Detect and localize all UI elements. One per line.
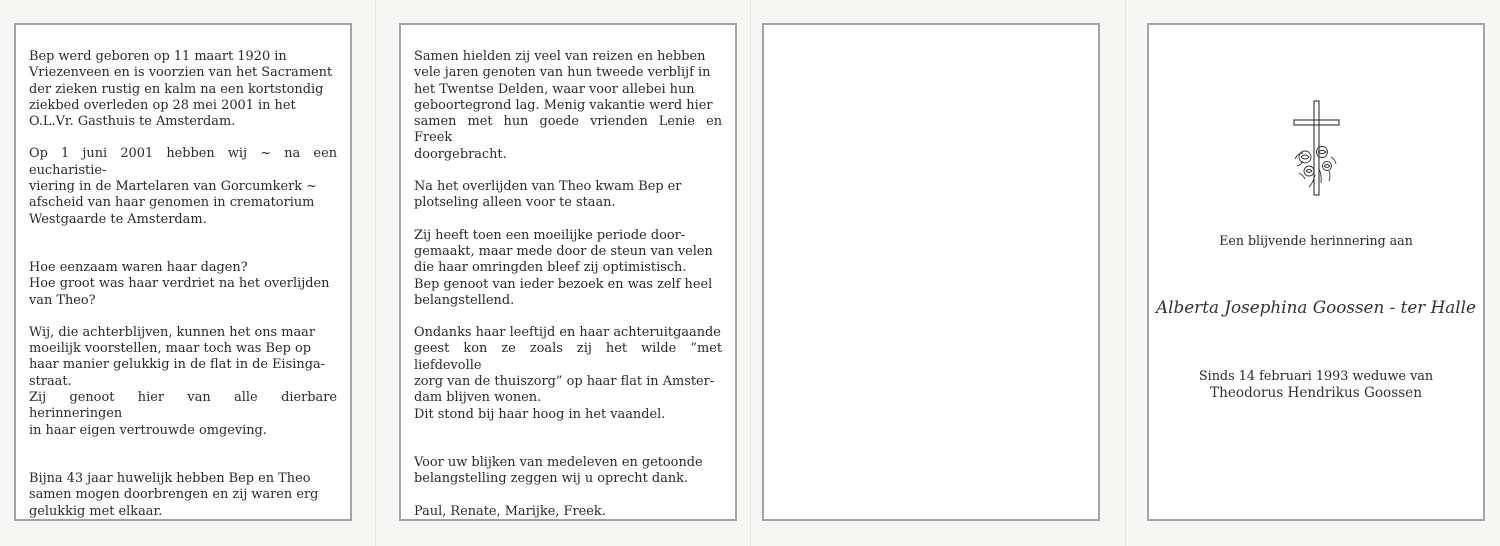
fold-line-3 [1125,0,1126,546]
travel-paragraph: Samen hielden zij veel van reizen en hebben vele jaren genoten van hun tweede verblijf in het Twentse Delden, waar voor allebei hun geboortegrond lag. Menig vakantie werd hier samen met hun goede vrienden Lenie en Freek doorgebracht. [414,49,722,162]
alone-paragraph: Na het overlijden van Theo kwam Bep er plotseling alleen voor te staan. [414,179,682,211]
funeral-paragraph: Op 1 juni 2001 hebben wij ~ na een eucharistie- viering in de Martelaren van Gorcumkerk ~ afscheid van haar genomen in crematorium Westgaarde te Amsterdam. [29,146,337,227]
difficult-period-paragraph: Zij heeft toen een moeilijke periode door- gemaakt, maar mede door de steun van velen die haar omringden bleef zij optimistisch. Bep genoot van ieder bezoek en was zelf heel belangstellend. [414,227,713,308]
home-care-paragraph: Ondanks haar leeftijd en haar achteruitgaande geest kon ze zoals zij het wilde ”met liefdevolle zorg van de thuiszorg” op haar flat in Amster- dam blijven wonen. Dit stond bij haar hoog in het vaandel. [414,325,722,422]
panel-middle-text [414,49,722,536]
flat-paragraph: Wij, die achterblijven, kunnen het ons maar moeilijk voorstellen, maar toch was Bep op haar manier gelukkig in de flat in de Eisinga- straat. Zij genoot hier van alle dierbare herinneringen in haar eigen vertrouwde omgeving. [29,324,337,438]
marriage-paragraph: Bijna 43 jaar huwelijk hebben Bep en Theo samen mogen doorbrengen en zij waren erg gelukkig met elkaar. [29,470,319,519]
deceased-name: Alberta Josephina Goossen - ter Halle [1156,297,1476,317]
panel-left-text [29,49,337,536]
signatories: Paul, Renate, Marijke, Freek. [414,503,606,519]
thanks-paragraph: Voor uw blijken van medeleven en getoonde belangstelling zeggen wij u oprecht dank. [414,454,703,487]
blank-panel [762,23,1100,521]
text-panel-middle [399,23,737,521]
remembrance-intro: Een blijvende herinnering aan [1219,233,1413,248]
front-panel [1147,23,1485,521]
text-panel-left [14,23,352,521]
lonely-paragraph: Hoe eenzaam waren haar dagen? Hoe groot was haar verdriet na het overlijden van Theo? [29,259,330,308]
widow-since-line: Sinds 14 februari 1993 weduwe van [1198,369,1434,384]
birth-paragraph: Bep werd geboren op 11 maart 1920 in Vriezenveen en is voorzien van het Sacrament der zieken rustig en kalm na een kortstondig ziekbed overleden op 28 mei 2001 in het O.L.Vr. Gasthuis te Amsterdam. [29,49,333,130]
fold-line-2 [750,0,751,546]
spouse-name: Theodorus Hendrikus Goossen [1210,385,1422,401]
fold-line-1 [375,0,376,546]
cross-with-roses-icon [1285,99,1349,199]
